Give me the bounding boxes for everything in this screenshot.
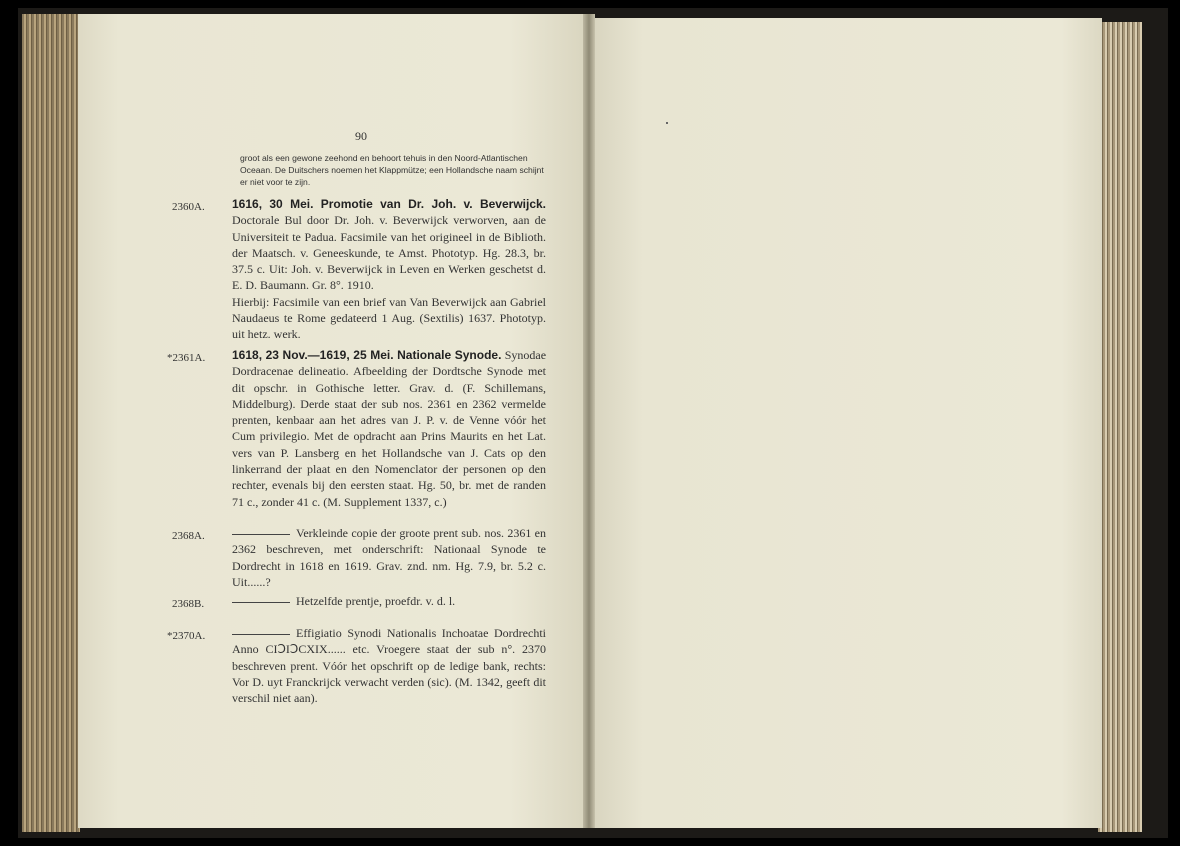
entry-text: Doctorale Bul door Dr. Joh. v. Beverwijck verworven, aan de Universiteit te Padua. Facsimile van het origineel in de Biblioth. der Maatsch. v. Geneeskunde, te Amst. Phototyp. Hg. 28.3, br. 37.5 c. Uit: Joh. v. Beverwijck in Leven en Werken geschetst d. E. D. Baumann. Gr. 8°. 1910. [232,213,546,293]
entry-text: Verkleinde copie der groote prent sub. nos. 2361 en 2362 beschreven, met onderschrift: Nationaal Synode te Dordrecht in 1618 en 1619. Grav. znd. nm. Hg. 7.9, br. 5.2 c. Uit......? [232,526,546,589]
entry-number: *2370A. [167,630,206,642]
entry-number: 2368B. [172,598,205,610]
entry-heading: 1616, 30 Mei. Promotie van Dr. Joh. v. Beverwijck. [232,197,546,211]
page-number: 90 [355,129,367,143]
entry-2370a [232,625,546,706]
entry-number: *2361A. [167,352,206,364]
entry-text: Effigiatio Synodi Nationalis Inchoatae Dordrechti Anno CIↃIↃCXIX...... etc. Vroegere staat der sub n°. 2370 beschreven prent. Vóór het opschrift op de ledige bank, rechts: Vor D. uyt Franckrijck verwacht verden (sic). (M. 1342, geeft dit verschil niet aan). [232,626,546,706]
footnote-text: groot als een gewone zeehond en behoort tehuis in den Noord-Atlantischen Oceaan. De Duitschers noemen het Klappmütze; een Hollandsche naam schijnt er niet voor te zijn. [240,153,544,188]
entry-text: Hetzelfde prentje, proefdr. v. d. l. [296,594,456,608]
ditto-dash [232,634,290,635]
ditto-dash [232,602,290,603]
entry-2368b [232,593,546,609]
entry-heading: 1618, 23 Nov.—1619, 25 Mei. Nationale Synode. [232,348,502,362]
book-gutter [583,14,595,828]
paper-speck [666,122,668,124]
entry-text-extra: Hierbij: Facsimile van een brief van Van Beverwijck aan Gabriel Naudaeus te Rome gedateerd 1 Aug. (Sextilis) 1637. Phototyp. uit hetz. werk. [232,294,546,342]
ditto-dash [232,534,290,535]
right-page [592,18,1102,828]
page-edges-left [22,14,80,832]
entry-text: Synodae Dordracenae delineatio. Afbeelding der Dordtsche Synode met dit opschr. in Gothische letter. Grav. d. (F. Schillemans, Middelburg). Derde staat der sub nos. 2361 en 2362 vermelde prenten, kenbaar aan het adres van J. P. v. de Venne vóór het Cum privilegio. Met de opdracht aan Prins Maurits en het Lat. vers van P. Lansberg en het Hollandsche van J. Cats op den linkerrand der plaat en den Nomenclator der personen op den rechter, evenals bij den eersten staat. Hg. 50, br. met de randen 71 c., zonder 41 c. (M. Supplement 1337, c.) [232,348,547,509]
entry-2360a [232,196,546,343]
entry-number: 2360A. [172,201,205,213]
page-edges-right [1098,22,1142,832]
entry-2368a [232,525,546,590]
entry-2361a [232,347,546,510]
entry-number: 2368A. [172,530,205,542]
